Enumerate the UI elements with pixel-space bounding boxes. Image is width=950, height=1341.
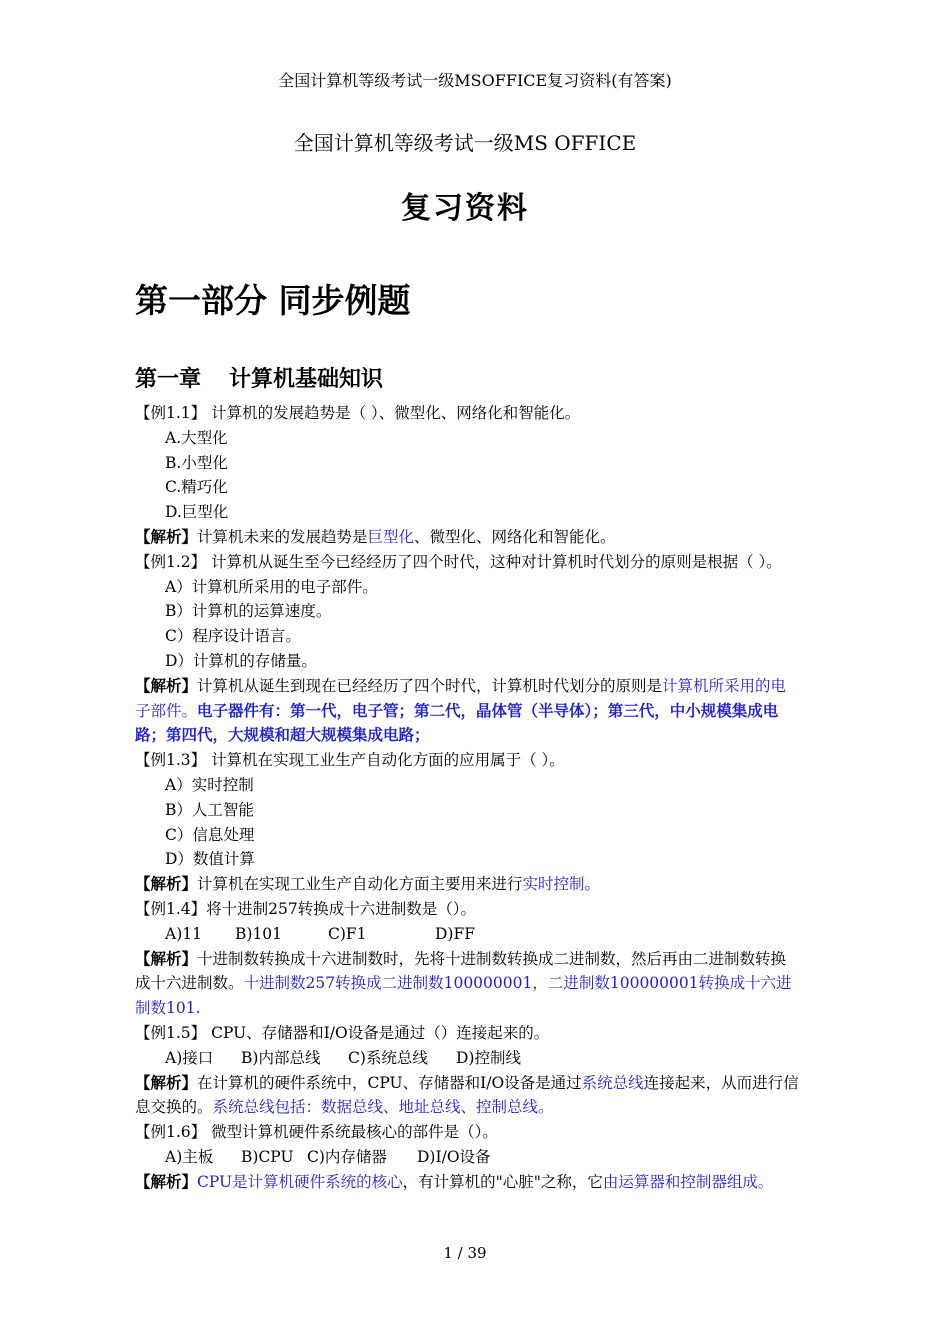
question-label: 【例1.4】 <box>135 899 207 918</box>
answer-text: 在计算机的硬件系统中，CPU、存储器和I/O设备是通过 <box>197 1073 582 1092</box>
question-text: 将十进制257转换成十六进制数是（）。 <box>206 899 476 918</box>
chapter-name: 计算机基础知识 <box>229 367 384 392</box>
part-heading: 第一部分 同步例题 <box>135 281 411 320</box>
answer-text: 十进制数转换成十六进制数时，先将十进制数转换成二进制数，然后再由二进制数转换成十六进制数。 <box>135 949 787 993</box>
question-text: 计算机的发展趋势是（ ）、微型化、网络化和智能化。 <box>206 404 581 422</box>
answer-highlight: 巨型化 <box>367 527 415 546</box>
option: C)F1 <box>328 924 367 943</box>
page-number: 1 / 39 <box>443 1244 487 1262</box>
answer-label: 【解析】 <box>135 948 198 968</box>
question-1 <box>135 401 800 426</box>
answer-label: 【解析】 <box>135 526 198 546</box>
answer-text: 计算机在实现工业生产自动化方面主要用来进行 <box>197 875 523 894</box>
option: D)I/O设备 <box>417 1147 491 1166</box>
answer-highlight: 十进制数257转换成二进制数100000001，二进制数100000001转换成十六进制数101. <box>135 974 792 1018</box>
answer-highlight: CPU是计算机硬件系统的核心 <box>197 1172 403 1191</box>
answer-text: 计算机未来的发展趋势是 <box>197 527 368 546</box>
option: C.精巧化 <box>165 478 228 497</box>
option: D）计算机的存储量。 <box>165 651 317 670</box>
options-row <box>135 1046 800 1071</box>
chapter-heading <box>135 362 383 393</box>
option: B）人工智能 <box>165 800 254 819</box>
option: B)CPU <box>241 1147 294 1166</box>
question-label: 【例1.6】 <box>135 1123 207 1142</box>
answer-2 <box>135 674 800 748</box>
option: A)主板 <box>165 1147 214 1166</box>
option: D)FF <box>435 924 475 943</box>
option: A)接口 <box>165 1048 214 1067</box>
answer-6 <box>135 1170 800 1195</box>
option: C）信息处理 <box>165 825 255 844</box>
answer-text: 计算机从诞生到现在已经经历了四个时代，计算机时代划分的原则是 <box>197 676 663 695</box>
option: C)内存储器 <box>307 1147 387 1166</box>
question-label: 【例1.3】 <box>135 751 207 770</box>
question-text: 微型计算机硬件系统最核心的部件是（）。 <box>206 1123 498 1142</box>
answer-highlight: 电子器件有：第一代，电子管；第二代，晶体管（半导体）；第三代，中小规模集成电路；第四代，大规模和超大规模集成电路； <box>135 700 779 745</box>
options-row <box>135 1145 800 1170</box>
question-2 <box>135 550 800 575</box>
option: D）数值计算 <box>165 850 255 869</box>
question-text: 计算机在实现工业生产自动化方面的应用属于（ ）。 <box>206 751 565 770</box>
answer-text: 。 <box>584 875 601 894</box>
question-label: 【例1.1】 <box>135 404 207 422</box>
doc-subtitle: 复习资料 <box>401 191 529 226</box>
question-5 <box>135 1021 800 1046</box>
option: A)11 <box>165 924 202 943</box>
question-3 <box>135 748 800 773</box>
answer-5 <box>135 1071 800 1121</box>
answer-highlight: 由运算器和控制器组成。 <box>602 1172 774 1191</box>
options-row <box>135 922 800 947</box>
answer-label: 【解析】 <box>135 1171 198 1191</box>
answer-1 <box>135 525 800 550</box>
doc-title: 全国计算机等级考试一级MS OFFICE <box>293 131 637 155</box>
answer-label: 【解析】 <box>135 874 198 894</box>
option: C)系统总线 <box>348 1048 428 1067</box>
question-text: 计算机从诞生至今已经经历了四个时代，这种对计算机时代划分的原则是根据（ ）。 <box>206 552 782 571</box>
option: B)内部总线 <box>241 1048 321 1067</box>
chapter-number: 第一章 <box>135 367 202 392</box>
answer-text: 连接起来，从而进行信息交换的。 <box>135 1073 799 1117</box>
answer-label: 【解析】 <box>135 1072 198 1092</box>
question-text: CPU、存储器和I/O设备是通过（）连接起来的。 <box>206 1023 550 1042</box>
option: B）计算机的运算速度。 <box>165 602 332 621</box>
answer-highlight: 实时控制 <box>522 875 585 894</box>
option: A.大型化 <box>165 428 228 447</box>
option: B.小型化 <box>165 453 228 472</box>
option: D)控制线 <box>456 1048 521 1067</box>
answer-3 <box>135 872 800 897</box>
question-label: 【例1.5】 <box>135 1023 207 1042</box>
option: B)101 <box>235 924 283 943</box>
option: D.巨型化 <box>165 503 229 522</box>
answer-highlight: 计算机所采用的电子部件。 <box>135 676 787 720</box>
question-4 <box>135 897 800 922</box>
answer-highlight: 系统总线包括：数据总线、地址总线、控制总线。 <box>212 1098 554 1117</box>
question-6 <box>135 1120 800 1145</box>
answer-text: 、微型化、网络化和智能化。 <box>414 527 616 546</box>
answer-highlight: 系统总线 <box>581 1073 644 1092</box>
option: A）计算机所采用的电子部件。 <box>165 577 378 596</box>
answer-4 <box>135 947 800 1021</box>
answer-text: ，有计算机的"心脏"之称，它 <box>402 1172 603 1191</box>
option: C）程序设计语言。 <box>165 627 301 646</box>
question-label: 【例1.2】 <box>135 552 207 571</box>
running-header: 全国计算机等级考试一级MSOFFICE复习资料(有答案) <box>278 71 672 90</box>
option: A）实时控制 <box>165 775 254 794</box>
answer-label: 【解析】 <box>135 675 198 695</box>
content-body <box>135 401 800 1195</box>
